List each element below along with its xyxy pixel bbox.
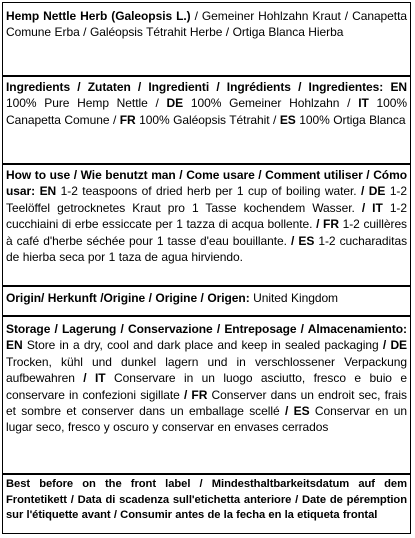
how-to-use-fr: 1-2 cuillères à café d'herbe séchée pour 1 tasse d'eau bouillante. — [6, 217, 408, 248]
ingredients-es: 100% Ortiga Blanca — [299, 112, 406, 127]
product-label — [2, 2, 411, 534]
lang-code-de: DE — [166, 96, 184, 111]
ingredients-fr: 100% Galéopsis Tétrahit / — [139, 112, 280, 127]
lang-code-it: / IT — [361, 200, 383, 215]
product-name: Hemp Nettle Herb (Galeopsis L.) — [6, 9, 191, 23]
how-to-use-de: 1-2 Teelöffel getrocknetes Kraut pro 1 Tasse kochendem Wasser. — [6, 184, 408, 215]
ingredients-de: 100% Gemeiner Hohlzahn / — [190, 96, 359, 111]
lang-code-es: / ES — [291, 233, 315, 248]
lang-code-fr: / FR — [183, 387, 208, 402]
how-to-use-en: 1-2 teaspoons of dried herb per 1 cup of boiling water. — [60, 184, 357, 199]
product-title — [6, 8, 407, 41]
lang-code-de: / DE — [382, 338, 408, 353]
product-name-translations: / Gemeiner Hohlzahn Kraut / Canapetta Comune Erba / Galéopsis Tétrahit Herbe / Ortiga Blanca Hierba — [6, 9, 408, 40]
lang-code-de: / DE — [361, 184, 386, 199]
origin-heading: Origin/ Herkunft /Origine / Origine / Origen: — [6, 291, 250, 305]
lang-code-en: EN — [390, 80, 408, 94]
lang-code-en: EN — [6, 338, 23, 353]
storage-fr: Conserver dans un endroit sec, frais et sombre et conserver dans un emballage scellé — [6, 387, 407, 419]
lang-code-es: / ES — [284, 404, 310, 419]
how-to-use-heading: How to use / Wie benutzt man / Come usare / Comment utiliser / Cómo usar: — [6, 168, 407, 199]
storage-section — [6, 321, 407, 436]
lang-code-fr: FR — [119, 112, 136, 127]
section-divider — [3, 285, 410, 287]
storage-it: Conservare in un luogo asciutto, fresco e buio e conservare in confezioni sigillate — [6, 371, 407, 402]
lang-code-es: ES — [279, 112, 296, 127]
storage-en: Store in a dry, cool and dark place and keep in sealed packaging — [26, 338, 379, 353]
best-before-section — [6, 477, 407, 524]
section-divider — [3, 75, 410, 77]
ingredients-section — [6, 79, 407, 128]
origin-section — [6, 290, 407, 306]
lang-code-it: / IT — [83, 371, 106, 386]
origin-value: United Kingdom — [253, 291, 339, 305]
lang-code-en: EN — [39, 184, 57, 199]
how-to-use-es: 1-2 cucharaditas de hierba seca por 1 taza de agua hirviendo. — [6, 233, 408, 265]
section-divider — [3, 315, 410, 317]
ingredients-it: 100% Canapetta Comune / — [6, 96, 408, 127]
how-to-use-it: 1-2 cucchiaini di erbe essiccate per 1 tazza di acqua bollente. — [6, 200, 408, 232]
storage-de: Trocken, kühl und dunkel lagern und in verschlossener Verpackung aufbewahren — [6, 354, 407, 386]
how-to-use-section — [6, 167, 407, 265]
lang-code-it: IT — [358, 96, 369, 111]
best-before-text: Best before on the front label / Mindesthaltbarkeitsdatum auf dem Frontetikett / Data di scadenza sull'etichetta anteriore / Date de péremption sur l'étiquette avant / Consumir antes de la fecha en la etiqueta frontal — [6, 478, 407, 522]
ingredients-heading: Ingredients / Zutaten / Ingredienti / Ingrédients / Ingredientes: — [6, 80, 384, 94]
ingredients-en: 100% Pure Hemp Nettle / — [6, 96, 167, 111]
section-divider — [3, 163, 410, 165]
storage-heading: Storage / Lagerung / Conservazione / Entreposage / Almacenamiento: — [6, 322, 407, 336]
storage-es: Conservar en un lugar seco, fresco y oscuro y conservar en envases cerrados — [6, 404, 407, 435]
section-divider — [3, 473, 410, 475]
lang-code-fr: / FR — [316, 217, 339, 232]
